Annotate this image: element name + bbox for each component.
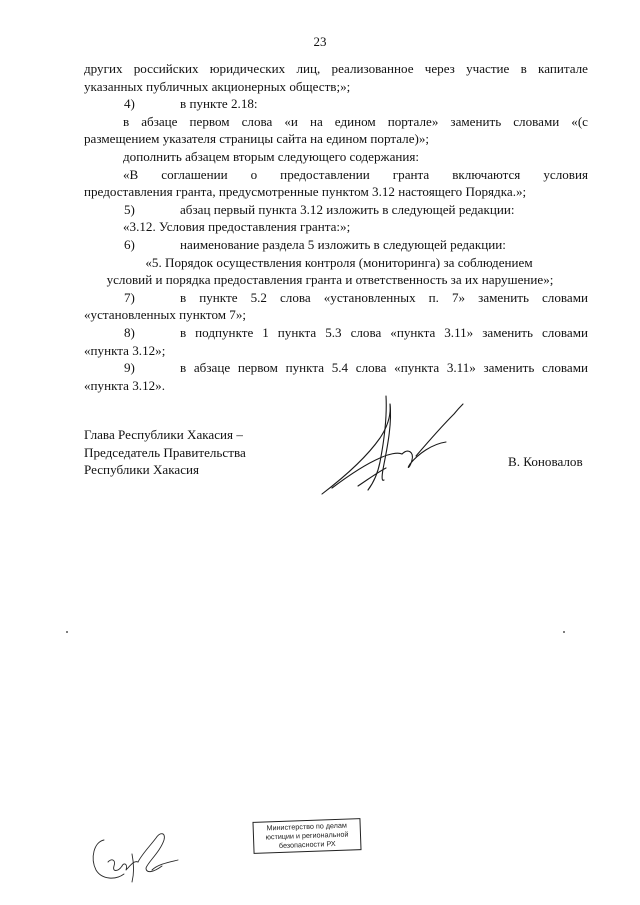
list-item-6 (84, 236, 588, 254)
paragraph-line: «5. Порядок осуществления контроля (мониторинга) за соблюдением (145, 254, 533, 270)
list-text: в абзаце первом пункта 5.4 слова «пункта 3.11» заменить словами (180, 360, 588, 376)
paragraph-line: «установленных пунктом 7»; (84, 307, 247, 323)
handwritten-initials (86, 818, 186, 890)
signatory-title-line: Республики Хакасия (84, 462, 200, 478)
paragraph-line: «пункта 3.12»; (84, 342, 166, 358)
list-number: 7) (124, 289, 135, 305)
list-item-9 (84, 359, 588, 377)
list-number: 5) (124, 201, 135, 217)
list-text: в пункте 2.18: (180, 96, 258, 112)
signatory-title (84, 426, 246, 479)
paragraph-line: предоставления гранта, предусмотренные пунктом 3.12 настоящего Порядка.»; (84, 184, 527, 200)
paragraph-line: размещением указателя страницы сайта на едином портале)»; (84, 131, 430, 147)
list-item-7 (84, 289, 588, 307)
document-body (84, 60, 588, 394)
stamp-line: Министерство по делам (266, 820, 347, 833)
handwritten-signature (318, 392, 468, 502)
paragraph-line: в абзаце первом слова «и на едином портале» заменить словами «(с (123, 113, 588, 129)
list-number: 8) (124, 324, 135, 340)
paragraph-line: условий и порядка предоставления гранта и ответственность за их нарушение»; (106, 272, 554, 288)
stamp-line: безопасности РХ (278, 839, 336, 851)
list-number: 9) (124, 360, 135, 376)
list-number: 6) (124, 236, 135, 252)
list-text: в подпункте 1 пункта 5.3 слова «пункта 3.11» заменить словами (180, 324, 588, 340)
paragraph-line: «3.12. Условия предоставления гранта:»; (123, 219, 351, 235)
list-number: 4) (124, 96, 135, 112)
scan-speck (66, 631, 68, 633)
page-number: 23 (313, 34, 327, 49)
list-item-8 (84, 324, 588, 342)
signatory-title-line: Глава Республики Хакасия – (84, 427, 243, 442)
paragraph-line: дополнить абзацем вторым следующего содержания: (123, 148, 420, 164)
registration-stamp (252, 818, 361, 854)
paragraph-line: «пункта 3.12». (84, 377, 165, 393)
section-heading-quote (84, 254, 588, 289)
list-item-5 (84, 201, 588, 219)
paragraph-line: других российских юридических лиц, реализованное через участие в капитале (84, 61, 588, 76)
signatory-title-line: Председатель Правительства (84, 444, 246, 460)
scan-speck (563, 631, 565, 633)
list-text: абзац первый пункта 3.12 изложить в следующей редакции: (180, 201, 515, 217)
list-text: наименование раздела 5 изложить в следующей редакции: (180, 236, 506, 252)
signatory-name: В. Коновалов (508, 454, 583, 469)
list-item-4 (84, 95, 588, 113)
list-text: в пункте 5.2 слова «установленных п. 7» заменить словами (180, 289, 588, 305)
stamp-line: юстиции и региональной (265, 829, 349, 842)
paragraph-line: указанных публичных акционерных обществ;»; (84, 78, 351, 94)
paragraph-line: «В соглашении о предоставлении гранта включаются условия (123, 166, 588, 182)
